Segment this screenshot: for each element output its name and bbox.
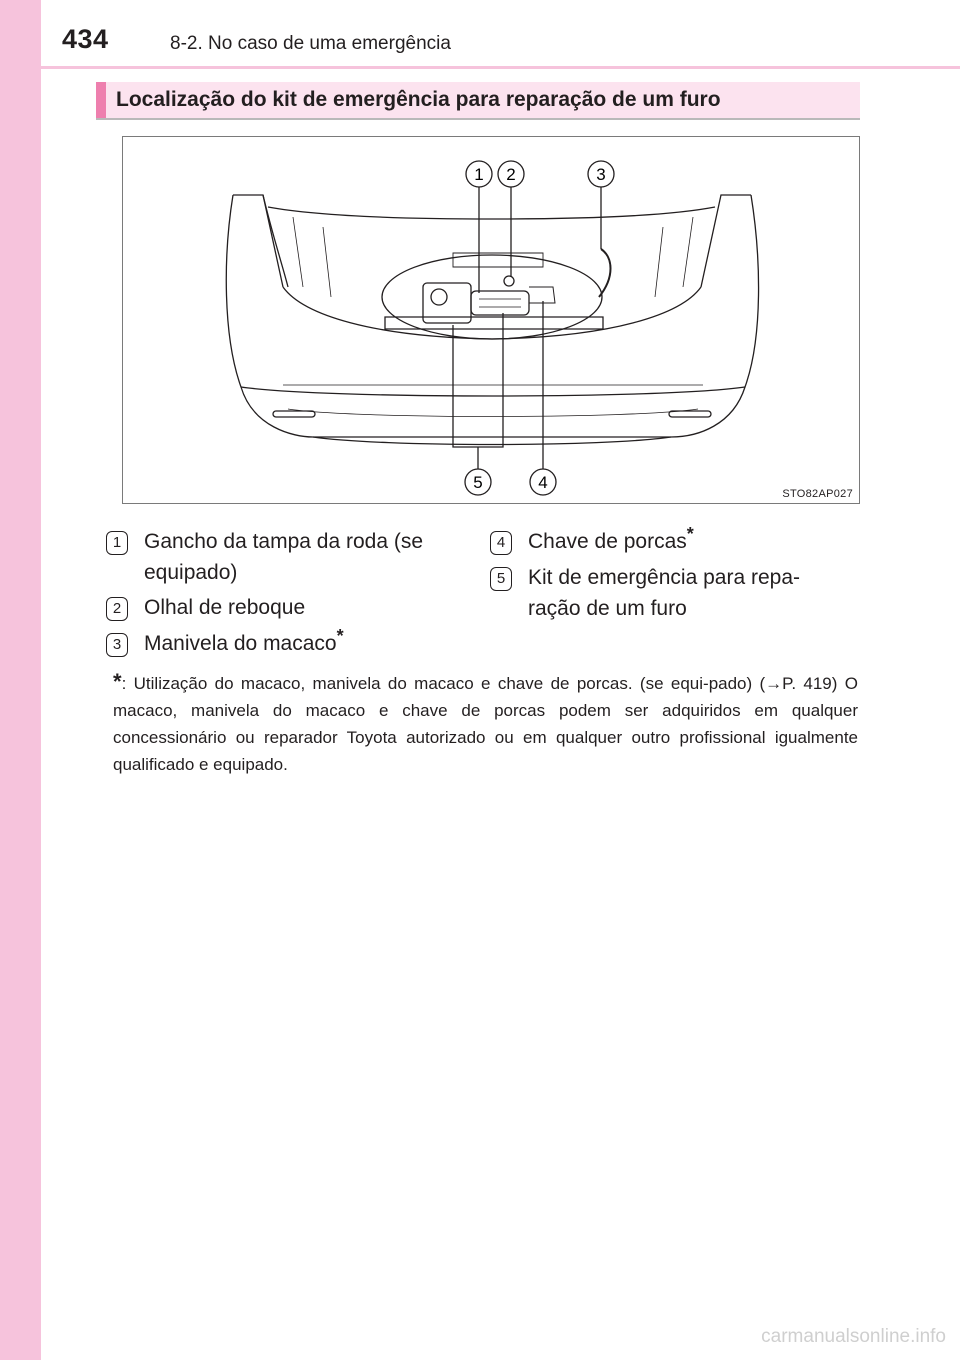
car-rear-drawing bbox=[123, 137, 861, 505]
legend-text-1: Gancho da tampa da roda (se equipado) bbox=[144, 530, 424, 584]
section-title: Localização do kit de emergência para reparação de um furo bbox=[116, 88, 721, 111]
footnote-star: * bbox=[686, 524, 694, 544]
callout-3: 3 bbox=[596, 165, 606, 184]
legend-text-4: Chave de porcas* bbox=[528, 524, 694, 553]
legend-item-5 bbox=[490, 566, 850, 624]
legend-item-3 bbox=[106, 626, 466, 659]
callout-5: 5 bbox=[473, 473, 483, 492]
watermark: carmanualsonline.info bbox=[761, 1326, 946, 1347]
legend-number-4: 4 bbox=[490, 531, 512, 555]
legend-text-2: Olhal de reboque bbox=[144, 596, 306, 619]
trunk-illustration bbox=[122, 136, 860, 504]
callout-4: 4 bbox=[538, 473, 548, 492]
footnote-mark: * bbox=[113, 669, 122, 694]
section-heading-box bbox=[96, 82, 860, 120]
footnote bbox=[113, 668, 858, 778]
legend-number-1: 1 bbox=[106, 531, 128, 555]
side-color-band bbox=[0, 0, 41, 1360]
legend-number-2: 2 bbox=[106, 597, 128, 621]
callout-2: 2 bbox=[506, 165, 516, 184]
callout-1: 1 bbox=[474, 165, 484, 184]
legend-item-2 bbox=[106, 596, 466, 623]
chapter-title: 8-2. No caso de uma emergência bbox=[170, 33, 451, 54]
legend-item-1 bbox=[106, 530, 466, 588]
legend-text-5: Kit de emergência para repa-ração de um furo bbox=[528, 566, 800, 620]
footnote-text: : Utilização do macaco, manivela do macaco e chave de porcas. (se equi-pado) (→P. 419) O macaco, manivela do macaco e chave de porcas podem ser adquiridos em qualquer concessionário ou reparador Toyota autorizado ou em qualquer outro profissional igualmente qualificado e equipado. bbox=[113, 674, 858, 774]
legend-number-5: 5 bbox=[490, 567, 512, 591]
figure-code: STO82AP027 bbox=[782, 488, 853, 500]
section-heading-accent bbox=[96, 82, 106, 118]
legend-text-3: Manivela do macaco* bbox=[144, 626, 344, 655]
page-number: 434 bbox=[62, 24, 109, 54]
footnote-star: * bbox=[336, 626, 344, 646]
header-rule bbox=[41, 66, 960, 69]
legend-number-3: 3 bbox=[106, 633, 128, 657]
legend-item-4 bbox=[490, 524, 850, 557]
